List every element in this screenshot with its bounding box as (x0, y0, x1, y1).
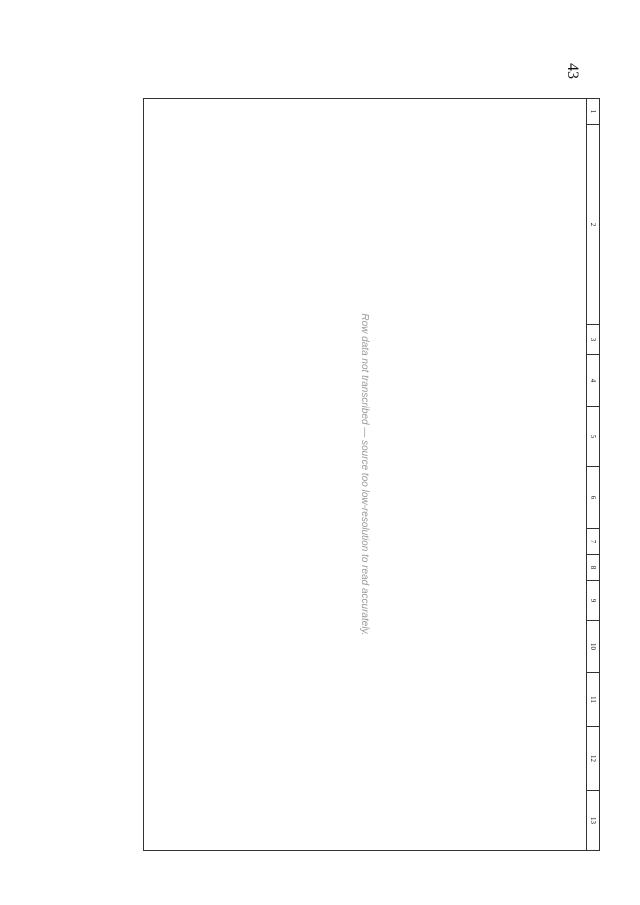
column-header: 2 (587, 125, 600, 325)
column-header: 3 (587, 325, 600, 355)
table-row (144, 99, 587, 851)
column-header: 10 (587, 621, 600, 673)
table-body (144, 99, 587, 851)
register-table-area (100, 98, 600, 850)
column-header: 13 (587, 791, 600, 851)
register-table (143, 98, 600, 851)
column-header: 5 (587, 407, 600, 467)
page-number: 43 (564, 63, 581, 79)
column-header: 9 (587, 581, 600, 621)
column-header: 1 (587, 99, 600, 125)
empty-table-note: Row data not transcribed — source too low-resolution to read accurately. (144, 99, 587, 851)
column-header: 11 (587, 673, 600, 727)
column-header: 7 (587, 529, 600, 555)
column-header: 12 (587, 727, 600, 791)
column-header: 4 (587, 355, 600, 407)
column-header: 6 (587, 467, 600, 529)
column-header: 8 (587, 555, 600, 581)
column-number-row (587, 99, 600, 851)
